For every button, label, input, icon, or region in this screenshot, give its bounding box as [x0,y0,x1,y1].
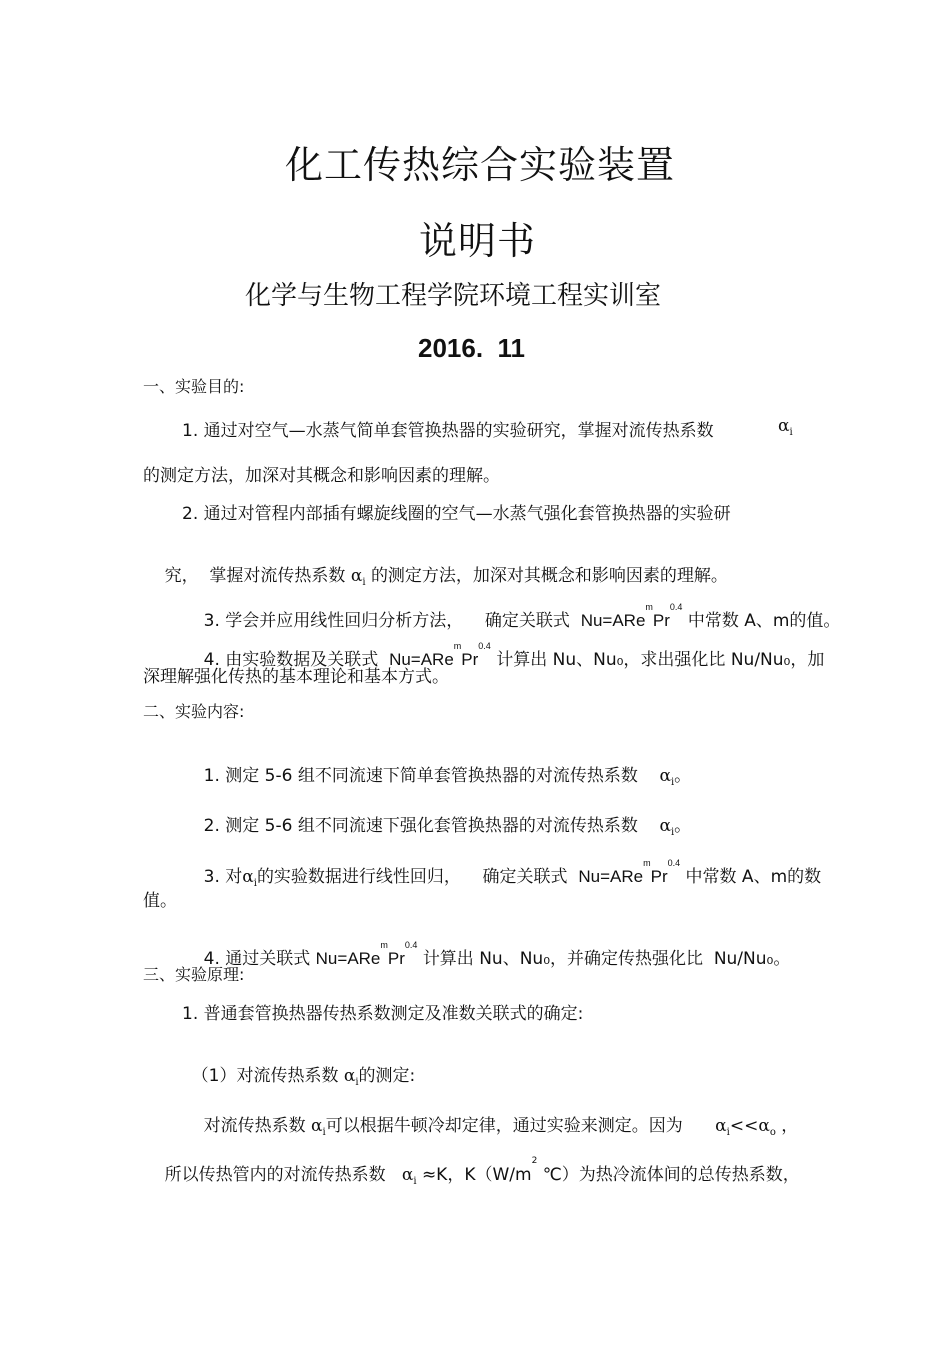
s3-paragraph-line1: 对流传热系数 $\alpha_i$可以根据牛顿冷却定律，通过实验来测定。因为 $\alpha_i<<\alpha_o$ ， [203,1116,799,1138]
doc-date: 2016. 11 [418,333,525,363]
s2-item3-line1: 3. 对$\alpha_i$的实验数据进行线性回归， 确定关联式 $Nu=ARe^mPr^{0.4}$ 中常数 A、m的数 [203,858,822,889]
section-2-heading: 二、实验内容: [143,702,245,721]
s3-paragraph-line2: 所以传热管内的对流传热系数 $\alpha_i \approx K$，$K(W/m^2$ ℃）为热冷流体间的总传热系数， [164,1156,800,1187]
s2-item2: 2. 测定 5-6 组不同流速下强化套管换热器的对流传热系数 $\alpha_i$。 [203,816,692,838]
s1-item3: 3. 学会并应用线性回归分析方法， 确定关联式 $Nu=ARe^mPr^{0.4}$ 中常数 A、m的值。 [203,602,841,631]
alpha-i-symbol: $\alpha_i$ [778,416,793,438]
doc-title: 化工传热综合实验装置 [285,143,676,187]
correlation-formula: $Nu=ARe^mPr^{0.4}$ [315,940,418,968]
s1-item4-line2: 深理解强化传热的基本理论和基本方式。 [143,667,449,687]
s1-item2-line2: 究， 掌握对流传热系数 $\alpha_i$ 的测定方法，加深对其概念和影响因素的理解。 [164,566,728,588]
s1-item2-line1: 2. 通过对管程内部插有螺旋线圈的空气—水蒸气强化套管换热器的实验研 [182,504,731,524]
s1-item1-line1: 1. 通过对空气—水蒸气简单套管换热器的实验研究，掌握对流传热系数 [182,421,714,441]
s3-item1: 1. 普通套管换热器传热系数测定及准数关联式的确定: [182,1004,584,1024]
correlation-formula: $Nu=ARe^mPr^{0.4}$ [578,858,681,886]
doc-department: 化学与生物工程学院环境工程实训室 [245,281,662,311]
s2-item3-line2: 值。 [143,891,177,911]
correlation-formula: $Nu=ARe^mPr^{0.4}$ [389,641,491,669]
s2-item1: 1. 测定 5-6 组不同流速下简单套管换热器的对流传热系数 $\alpha_i$。 [203,766,692,788]
correlation-formula: $Nu=ARe^mPr^{0.4}$ [580,602,683,630]
section-1-heading: 一、实验目的: [143,377,245,396]
s3-item1-1: （1）对流传热系数 $\alpha_i$的测定: [191,1066,416,1088]
section-3-heading: 三、实验原理: [143,965,245,984]
s1-item1-line2: 的测定方法，加深对其概念和影响因素的理解。 [143,466,500,486]
s1-item4-line1: 4. 由实验数据及关联式 $Nu=ARe^mPr^{0.4}$ 计算出 Nu、Nu₀，求出强化比 Nu/Nu₀，加 [203,641,825,670]
s2-item4: 4. 通过关联式 $Nu=ARe^mPr^{0.4}$ 计算出 Nu、Nu₀，并确定传热强化比 Nu/Nu₀。 [203,940,791,969]
doc-subtitle: 说明书 [419,219,537,263]
